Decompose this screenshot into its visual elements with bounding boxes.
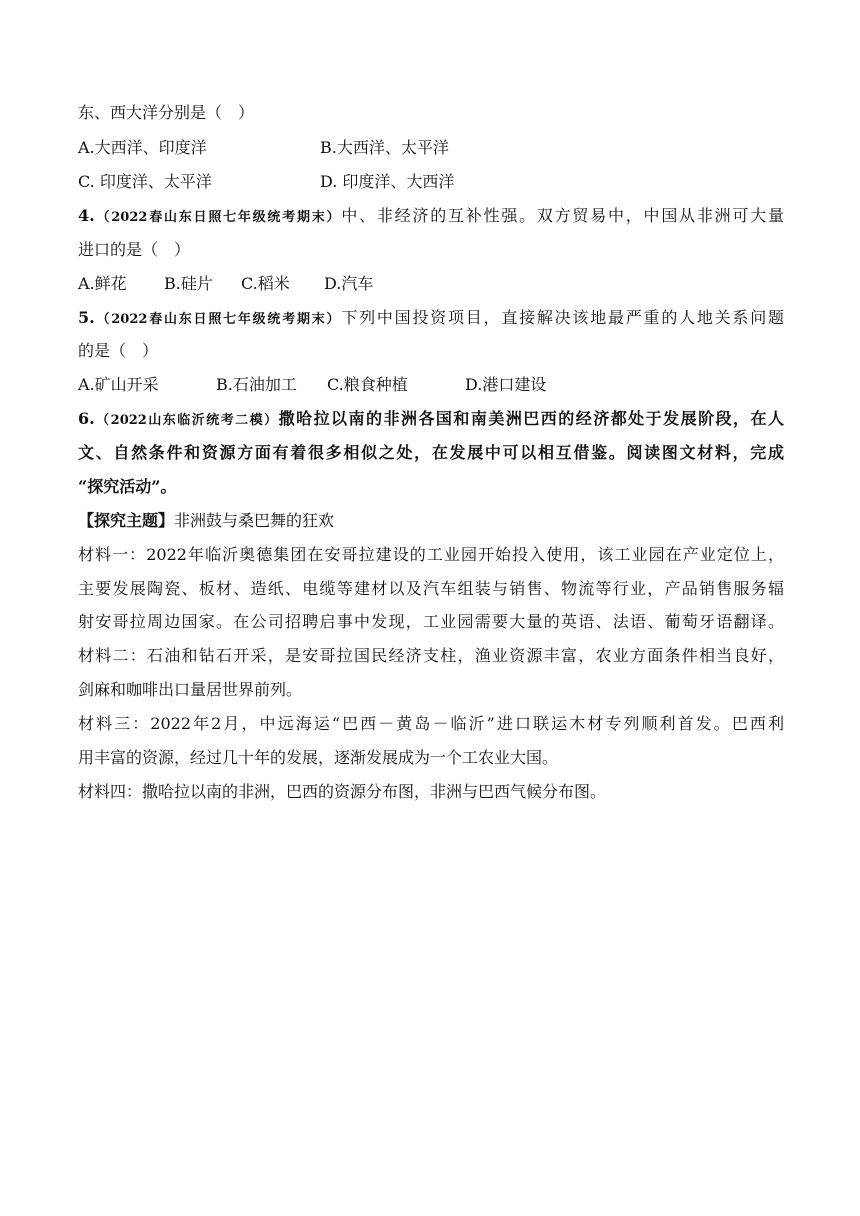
q4-option-d[interactable]: D.汽车: [324, 274, 374, 293]
q4-stem-line2: 进口的是（ ）: [78, 240, 191, 259]
q6-stem-line3: “探究活动”。: [78, 477, 177, 496]
q6-stem-line2: 文、自然条件和资源方面有着很多相似之处，在发展中可以相互借鉴。阅读图文材料，完成: [78, 443, 784, 462]
material2-line2: 剑麻和咖啡出口量居世界前列。: [78, 680, 303, 699]
q4-option-c[interactable]: C.稻米: [241, 274, 290, 293]
q4-option-a[interactable]: A.鲜花: [78, 274, 127, 293]
q4-option-b[interactable]: B.硅片: [164, 274, 213, 293]
q3-stem-tail: 东、西大洋分别是（ ）: [78, 103, 255, 122]
q5-option-b[interactable]: B.石油加工: [216, 375, 297, 394]
q5-option-d[interactable]: D.港口建设: [465, 375, 547, 394]
q6-stem: [78, 409, 784, 431]
q5-stem: [78, 308, 784, 330]
q4-number: 4.: [78, 206, 95, 225]
q4-source: （2022春山东日照七年级统考期末）: [94, 210, 342, 225]
q6-theme: [78, 511, 334, 531]
q3-option-c[interactable]: C. 印度洋、太平洋: [78, 172, 212, 191]
q3-option-a[interactable]: A.大西洋、印度洋: [78, 138, 207, 157]
material1-line1: 材料一：2022年临沂奥德集团在安哥拉建设的工业园开始投入使用，该工业园在产业定位上，: [78, 545, 784, 564]
q5-stem-line2: 的是（ ）: [78, 341, 159, 360]
q6-theme-text: 非洲鼓与桑巴舞的狂欢: [174, 511, 335, 530]
material1-line3: 射安哥拉周边国家。在公司招聘启事中发现，工业园需要大量的英语、法语、葡萄牙语翻译。: [78, 612, 784, 631]
q3-option-d[interactable]: D. 印度洋、大西洋: [320, 172, 455, 191]
q6-stem-line1: 撒哈拉以南的非洲各国和南美洲巴西的经济都处于发展阶段，在人: [278, 409, 784, 428]
material3-line1: 材料三：2022年2月，中远海运“巴西－黄岛－临沂”进口联运木材专列顺利首发。巴西利: [78, 714, 784, 733]
q4-stem-line1: 中、非经济的互补性强。双方贸易中，中国从非洲可大量: [341, 206, 784, 225]
material3-line2: 用丰富的资源，经过几十年的发展，逐渐发展成为一个工农业大国。: [78, 748, 559, 767]
q6-theme-label: 【探究主题】: [78, 511, 175, 530]
material2-line1: 材料二：石油和钻石开采，是安哥拉国民经济支柱，渔业资源丰富，农业方面条件相当良好，: [78, 646, 784, 665]
q6-source: （2022山东临沂统考二模）: [94, 413, 279, 428]
material4-line1: 材料四：撒哈拉以南的非洲，巴西的资源分布图，非洲与巴西气候分布图。: [78, 782, 607, 801]
q3-option-b[interactable]: B.大西洋、太平洋: [320, 138, 449, 157]
q5-number: 5.: [78, 308, 95, 327]
q5-option-a[interactable]: A.矿山开采: [78, 375, 159, 394]
q5-stem-line1: 下列中国投资项目，直接解决该地最严重的人地关系问题: [341, 308, 784, 327]
q6-number: 6.: [78, 409, 95, 428]
q5-option-c[interactable]: C.粮食种植: [327, 375, 408, 394]
q4-stem: [78, 206, 784, 228]
q5-source: （2022春山东日照七年级统考期末）: [94, 312, 342, 327]
material1-line2: 主要发展陶瓷、板材、造纸、电缆等建材以及汽车组装与销售、物流等行业，产品销售服务辐: [78, 579, 784, 598]
